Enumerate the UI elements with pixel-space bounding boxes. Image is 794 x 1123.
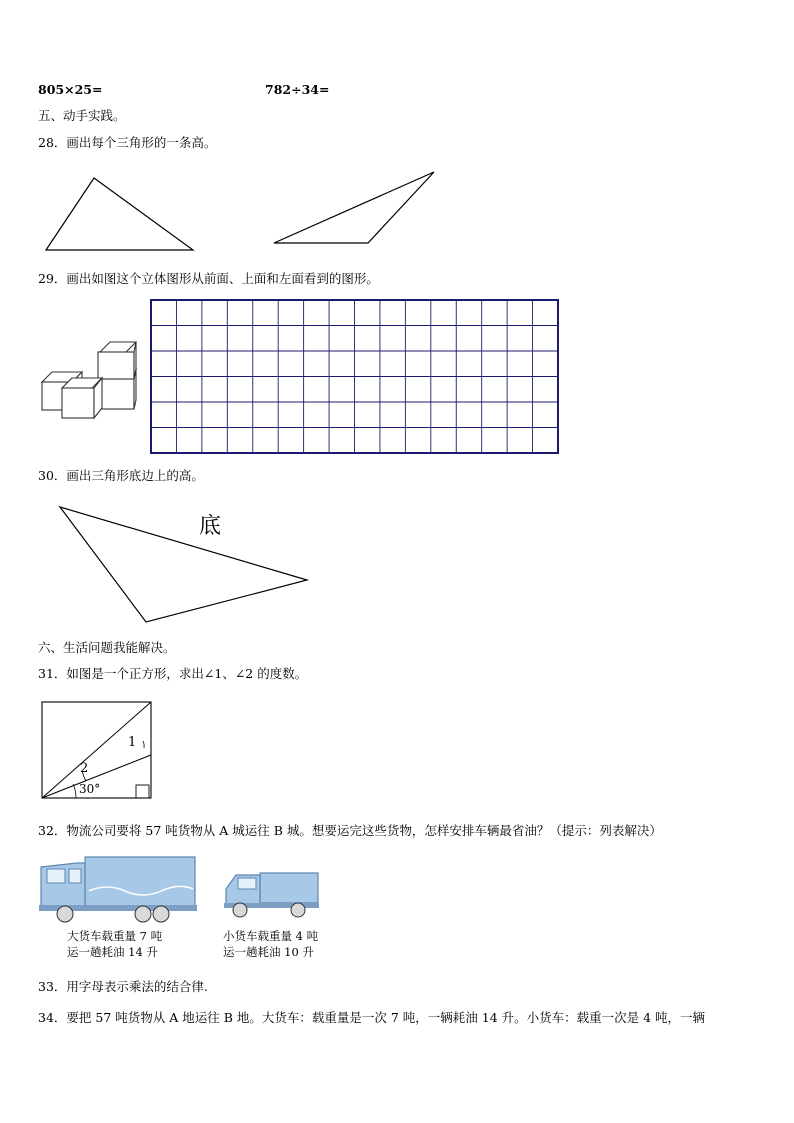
q31-angle-1-label: 1 xyxy=(128,735,137,750)
q29-drawing-grid xyxy=(149,298,561,456)
question-29: 29．画出如图这个立体图形从前面、上面和左面看到的图形。 xyxy=(38,271,379,286)
big-truck-capacity: 大货车载重量 7 吨 xyxy=(67,929,163,943)
question-30: 30．画出三角形底边上的高。 xyxy=(38,468,204,483)
question-34: 34．要把 57 吨货物从 A 地运往 B 地。大货车：载重量是一次 7 吨，一辆耗油 14 升。小货车：载重一次是 4 吨，一辆 xyxy=(38,1010,706,1025)
small-truck-capacity: 小货车载重量 4 吨 xyxy=(223,929,319,943)
small-truck-image xyxy=(222,865,322,919)
q31-angle-2-label: 2 xyxy=(80,761,89,776)
big-truck-image xyxy=(37,853,199,925)
section-5-title: 五、动手实践。 xyxy=(38,108,126,123)
calc-expression-1: 805×25= xyxy=(38,82,103,97)
q31-right-angle-mark xyxy=(136,785,149,798)
q31-angle-30-label: 30° xyxy=(79,782,101,796)
small-truck-fuel: 运一趟耗油 10 升 xyxy=(223,945,314,959)
q30-triangle xyxy=(60,507,307,622)
q28-triangles-figure xyxy=(40,168,450,258)
question-32: 32．物流公司要将 57 吨货物从 A 城运往 B 城。想要运完这些货物，怎样安排车辆最省油？（提示：列表解决） xyxy=(38,823,662,838)
q29-cubes-figure xyxy=(38,338,142,422)
q28-triangle-1 xyxy=(46,178,193,250)
section-6-title: 六、生活问题我能解决。 xyxy=(38,640,176,655)
big-truck-fuel: 运一趟耗油 14 升 xyxy=(67,945,158,959)
q30-base-label: 底 xyxy=(199,514,222,539)
question-31: 31．如图是一个正方形，求出∠1、∠2 的度数。 xyxy=(38,666,308,681)
calc-expression-2: 782÷34= xyxy=(265,82,330,97)
q30-triangle-figure xyxy=(55,500,315,626)
q28-triangle-2 xyxy=(274,172,434,243)
question-33: 33．用字母表示乘法的结合律. xyxy=(38,979,208,994)
question-28: 28．画出每个三角形的一条高。 xyxy=(38,135,217,150)
